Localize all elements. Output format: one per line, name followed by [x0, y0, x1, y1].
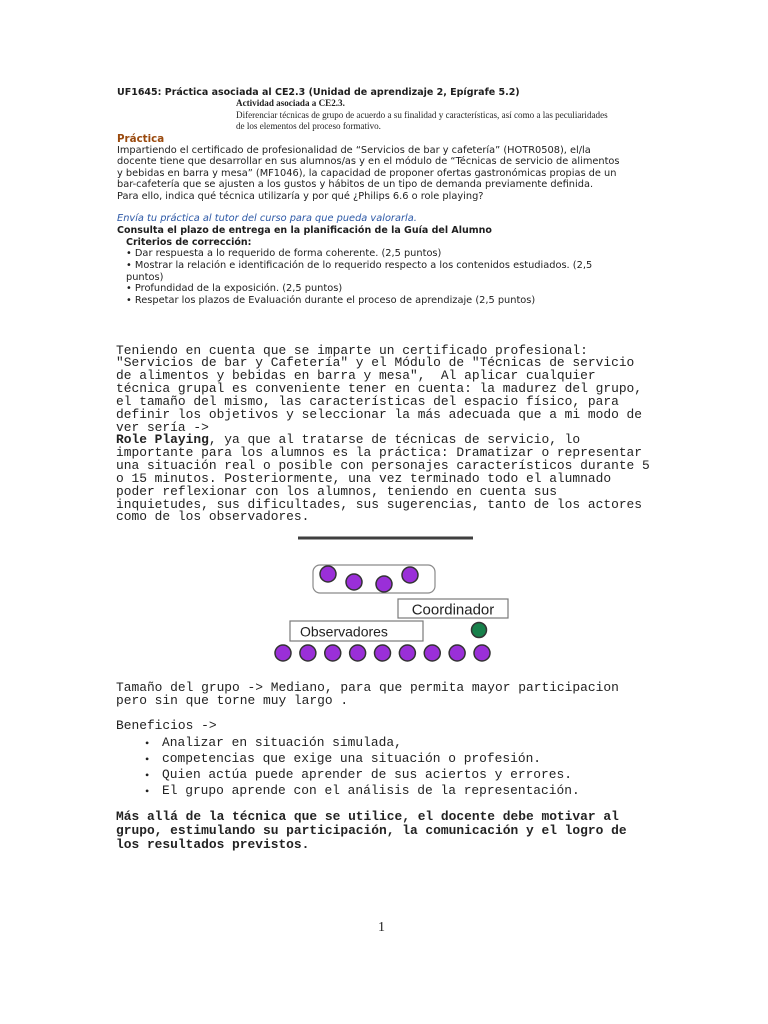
answer-line: poder reflexionar con los alumnos, teniendo en cuenta sus [116, 483, 557, 499]
bullet-icon: • [145, 752, 150, 766]
list-item [145, 751, 625, 767]
criteria-item: • Profundidad de la exposición. (2,5 puntos) [126, 283, 343, 295]
answer-line: inquietudes, sus dificultades, sus sugerencias, tanto de los actores [116, 496, 643, 512]
actor-marker [320, 566, 336, 582]
observer-marker [375, 645, 391, 661]
benefit-text: competencias que exige una situación o profesión. [162, 751, 542, 766]
actor-marker [346, 574, 362, 590]
send-note: Envía tu práctica al tutor del curso para que pueda valorarla. [117, 213, 417, 224]
practice-heading: Práctica [117, 133, 165, 145]
technique-name: Role Playing [116, 432, 209, 448]
observer-marker [350, 645, 366, 661]
activity-title: Actividad asociada a CE2.3. [236, 98, 345, 108]
conclusion-line: grupo, estimulando su participación, la comunicación y el logro de [116, 823, 627, 838]
group-size-line: Tamaño del grupo -> Mediano, para que permita mayor participacion [116, 679, 619, 695]
conclusion-line: Más allá de la técnica que se utilice, el docente debe motivar al [116, 809, 619, 824]
answer-line: Teniendo en cuenta que se imparte un certificado profesional: [116, 342, 588, 358]
benefits-heading: Beneficios -> [116, 717, 217, 733]
answer-line: el tamaño del mismo, las características del espacio físico, para [116, 393, 619, 409]
benefit-text: Quien actúa puede aprender de sus aciertos y errores. [162, 767, 572, 782]
bullet-icon: • [145, 768, 150, 782]
answer-line: definir los objetivos y seleccionar la más adecuada que a mi modo de [116, 406, 643, 422]
observer-marker [399, 645, 415, 661]
criteria-item: • Respetar los plazos de Evaluación durante el proceso de aprendizaje (2,5 puntos) [126, 295, 536, 306]
list-item [145, 735, 625, 751]
role-playing-diagram [270, 528, 520, 668]
benefit-text: El grupo aprende con el análisis de la representación. [162, 783, 580, 798]
deadline-note: Consulta el plazo de entrega en la planificación de la Guía del Alumno [117, 225, 492, 237]
observer-marker [275, 645, 291, 661]
observers-label: Observadores [300, 623, 388, 640]
bullet-icon: • [145, 784, 150, 798]
answer-line: como de los observadores. [116, 509, 310, 525]
activity-line: Diferenciar técnicas de grupo de acuerdo a su finalidad y características, así como a las peculiaridades [236, 109, 608, 120]
page-number: 1 [378, 920, 385, 935]
observer-marker [325, 645, 341, 661]
observers-row [275, 645, 490, 661]
practice-line: docente tiene que desarrollar en sus alumnos/as y en el módulo de “Técnicas de servicio de alimentos [117, 156, 620, 167]
benefit-text: Analizar en situación simulada, [162, 735, 402, 750]
answer-line: ver sería -> [116, 419, 209, 435]
practice-statement [117, 145, 620, 203]
answer-line: técnica grupal es conveniente tener en cuenta: la madurez del grupo, [116, 381, 643, 397]
conclusion-paragraph [116, 810, 627, 852]
list-item [145, 783, 625, 799]
criteria-item: • Dar respuesta a lo requerido de forma coherente. (2,5 puntos) [126, 248, 442, 259]
observer-marker [449, 645, 465, 661]
answer-line: importante para los alumnos es la práctica: Dramatizar o representar [116, 445, 643, 461]
practice-question: Para ello, indica qué técnica utilizaría y por qué ¿Philips 6.6 o role playing? [117, 190, 484, 202]
practice-line: y bebidas en barra y mesa” (MF1046), la capacidad de proponer ofertas gastronómicas propias de un [117, 167, 617, 179]
practice-line: bar-cafetería que se ajusten a los gustos y hábitos de un tipo de demanda previamente definida. [117, 179, 594, 190]
actor-marker [402, 567, 418, 583]
criteria-heading: Criterios de corrección: [126, 236, 252, 248]
conclusion-line: los resultados previstos. [116, 837, 310, 852]
group-size-line: pero sin que torne muy largo . [116, 692, 349, 708]
coordinator-label: Coordinador [411, 601, 495, 619]
criteria-item-continuation: puntos) [126, 271, 164, 283]
actor-marker [376, 576, 392, 592]
answer-line: de alimentos y bebidas en barra y mesa", Al aplicar cualquier [116, 368, 596, 384]
list-item [145, 767, 625, 783]
coordinator-marker [472, 623, 487, 638]
answer-line-rest: , ya que al tratarse de técnicas de servicio, lo [208, 432, 581, 448]
bullet-icon: • [145, 736, 150, 750]
answer-paragraph [116, 342, 650, 525]
observer-marker [300, 645, 316, 661]
criteria-item: • Mostrar la relación e identificación de lo requerido respecto a los contenidos estudiados. (2,5 [126, 259, 593, 271]
page-title: UF1645: Práctica asociada al CE2.3 (Unidad de aprendizaje 2, Epígrafe 5.2) [117, 87, 520, 98]
answer-line: una situación real o posible con personajes característicos durante 5 [116, 458, 650, 474]
activity-description [236, 98, 608, 133]
benefits-list [145, 735, 625, 799]
group-size-text [116, 681, 619, 707]
observer-marker [474, 645, 490, 661]
answer-line: "Servicios de bar y Cafetería" y el Módulo de "Técnicas de servicio [116, 355, 635, 371]
observer-marker [424, 645, 440, 661]
practice-line: Impartiendo el certificado de profesionalidad de “Servicios de bar y cafetería” (HOTR0508), el/la [117, 144, 591, 156]
criteria-list [126, 248, 592, 307]
activity-line: de los elementos del proceso formativo. [236, 121, 381, 131]
answer-line: o 15 minutos. Posteriormente, una vez terminado todo el alumnado [116, 470, 612, 486]
